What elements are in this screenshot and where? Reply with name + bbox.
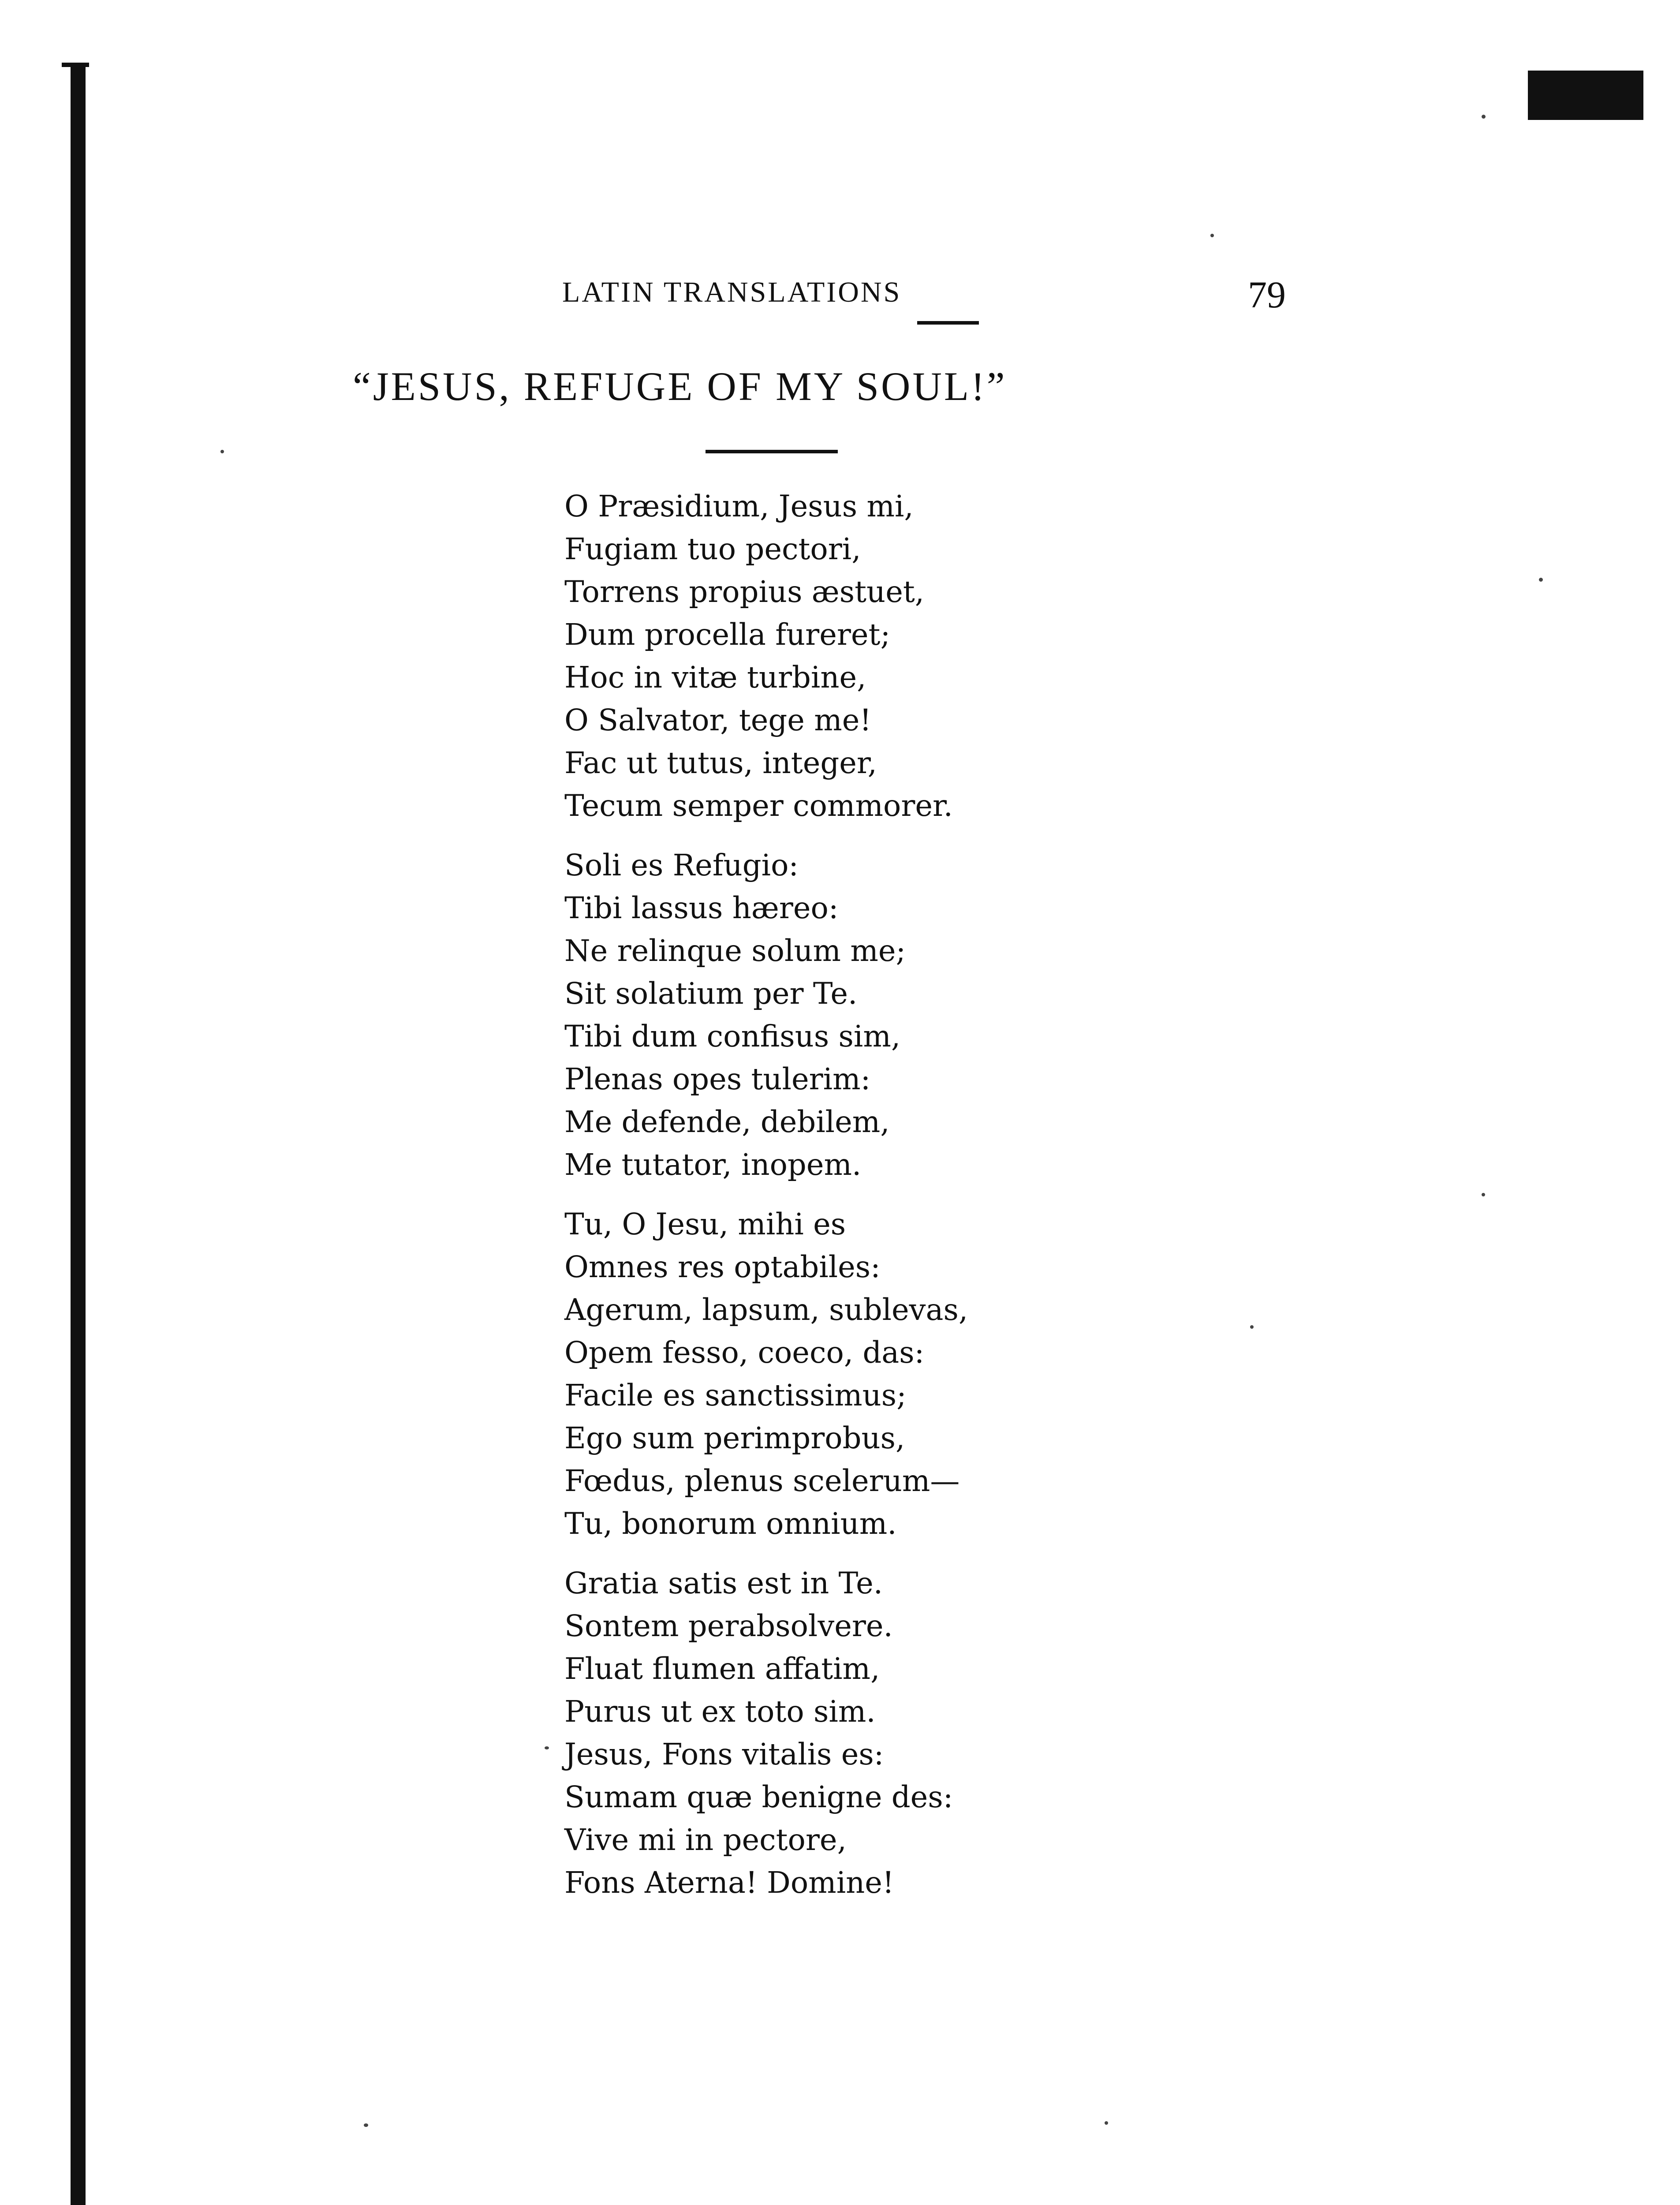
poem-line: Fons Aterna! Domine! [564,1865,894,1900]
poem-line: Tibi lassus hæreo: [564,891,839,925]
poem-line: Tu, O Jesu, mihi es [564,1207,846,1241]
poem-line: Soli es Refugio: [564,848,799,882]
poem-line: Sit solatium per Te. [564,976,858,1011]
poem-line: O Præsidium, Jesus mi, [564,489,914,523]
poem-line: Plenas opes tulerim: [564,1062,871,1096]
page-number: 79 [1248,273,1286,316]
poem-line: Me defende, debilem, [564,1105,890,1139]
poem-line: Torrens propius æstuet, [564,575,925,609]
poem-line: Gratia satis est in Te. [564,1566,883,1600]
scan-speck [1482,115,1486,119]
stanza [564,1562,1182,1904]
poem-line: Fugiam tuo pectori, [564,532,861,566]
poem-title: “JESUS, REFUGE OF MY SOUL!” [353,364,1007,409]
poem-body [564,485,1182,1921]
scan-speck [1482,1193,1485,1196]
scan-speck [1105,2121,1108,2125]
scan-speck [364,2123,368,2127]
poem-line: Me tutator, inopem. [564,1147,862,1182]
poem-line: Vive mi in pectore, [564,1823,847,1857]
poem-line: Sontem perabsolvere. [564,1609,893,1643]
poem-line: Fœdus, plenus scelerum— [564,1464,960,1498]
scan-speck [545,1746,549,1749]
poem-line: Hoc in vitæ turbine, [564,660,866,695]
poem-line: Fac ut tutus, integer, [564,746,877,780]
stanza [564,844,1182,1186]
poem-line: Tu, bonorum omnium. [564,1506,897,1541]
title-rule [706,450,838,453]
scan-speck [1210,234,1214,237]
poem-line: Sumam quæ benigne des: [564,1780,953,1814]
stanza [564,1203,1182,1545]
poem-line: Jesus, Fons vitalis es: [564,1737,884,1771]
poem-line: Facile es sanctissimus; [564,1378,907,1413]
poem-line: Purus ut ex toto sim. [564,1694,876,1729]
poem-line: Opem fesso, coeco, das: [564,1335,925,1370]
corner-tab-mark [1528,71,1643,120]
poem-line: Tibi dum confisus sim, [564,1019,901,1054]
poem-line: Tecum semper commorer. [564,789,953,823]
scan-speck [1250,1325,1254,1329]
running-head: LATIN TRANSLATIONS [562,276,902,308]
poem-line: O Salvator, tege me! [564,703,872,737]
poem-line: Dum procella fureret; [564,617,891,652]
stanza [564,485,1182,827]
poem-line: Ne relinque solum me; [564,934,906,968]
running-head-flourish [917,321,979,325]
poem-line: Agerum, lapsum, sublevas, [564,1293,968,1327]
poem-line: Omnes res optabiles: [564,1250,881,1284]
poem-line: Fluat flumen affatim, [564,1652,880,1686]
binding-edge [71,66,86,2205]
scan-speck [1539,578,1543,582]
poem-line: Ego sum perimprobus, [564,1421,905,1455]
scan-speck [220,450,224,453]
